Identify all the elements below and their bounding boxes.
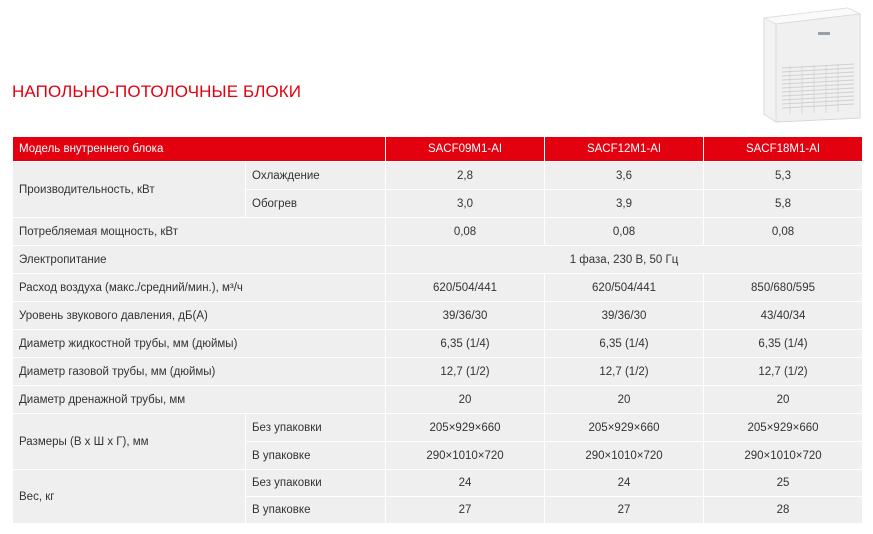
cell: 3,0 — [386, 190, 545, 218]
cell: 12,7 (1/2) — [545, 358, 704, 386]
cell: 43/40/34 — [704, 302, 863, 330]
cell: 3,9 — [545, 190, 704, 218]
cell: 290×1010×720 — [545, 442, 704, 470]
cell: 0,08 — [704, 218, 863, 246]
ceiling-floor-unit-image — [756, 6, 866, 124]
sub-label: Обогрев — [246, 190, 386, 218]
cell: 12,7 (1/2) — [704, 358, 863, 386]
cell: 28 — [704, 497, 863, 524]
row-label: Размеры (В х Ш х Г), мм — [13, 414, 246, 470]
cell: 5,8 — [704, 190, 863, 218]
row-label: Диаметр газовой трубы, мм (дюймы) — [13, 358, 386, 386]
cell: 24 — [386, 470, 545, 497]
table-row — [13, 274, 863, 302]
cell: 2,8 — [386, 162, 545, 190]
cell: 850/680/595 — [704, 274, 863, 302]
row-label: Уровень звукового давления, дБ(А) — [13, 302, 386, 330]
table-row — [13, 302, 863, 330]
row-label: Расход воздуха (макс./средний/мин.), м³/ч — [13, 274, 386, 302]
sub-label: Без упаковки — [246, 414, 386, 442]
cell: 205×929×660 — [386, 414, 545, 442]
sub-label: Без упаковки — [246, 470, 386, 497]
cell: 20 — [545, 386, 704, 414]
cell: 5,3 — [704, 162, 863, 190]
cell: 205×929×660 — [704, 414, 863, 442]
cell: 6,35 (1/4) — [704, 330, 863, 358]
header-label: Модель внутреннего блока — [13, 137, 386, 162]
cell: 27 — [545, 497, 704, 524]
cell: 24 — [545, 470, 704, 497]
model-2: SACF12M1-AI — [545, 137, 704, 162]
model-1: SACF09M1-AI — [386, 137, 545, 162]
cell: 12,7 (1/2) — [386, 358, 545, 386]
row-label: Потребляемая мощность, кВт — [13, 218, 386, 246]
cell: 0,08 — [545, 218, 704, 246]
spec-table — [12, 136, 863, 524]
model-3: SACF18M1-AI — [704, 137, 863, 162]
sub-label: В упаковке — [246, 497, 386, 524]
cell: 6,35 (1/4) — [545, 330, 704, 358]
row-label: Производительность, кВт — [13, 162, 246, 218]
cell: 39/36/30 — [386, 302, 545, 330]
cell: 290×1010×720 — [386, 442, 545, 470]
cell: 20 — [386, 386, 545, 414]
cell: 20 — [704, 386, 863, 414]
sub-label: В упаковке — [246, 442, 386, 470]
table-header-row — [13, 137, 863, 162]
row-label: Диаметр жидкостной трубы, мм (дюймы) — [13, 330, 386, 358]
row-label: Диаметр дренажной трубы, мм — [13, 386, 386, 414]
row-label: Электропитание — [13, 246, 386, 274]
cell: 39/36/30 — [545, 302, 704, 330]
table-row — [13, 470, 863, 497]
cell: 620/504/441 — [545, 274, 704, 302]
cell: 205×929×660 — [545, 414, 704, 442]
table-row — [13, 162, 863, 190]
table-row — [13, 330, 863, 358]
cell: 6,35 (1/4) — [386, 330, 545, 358]
cell: 290×1010×720 — [704, 442, 863, 470]
cell: 27 — [386, 497, 545, 524]
cell: 1 фаза, 230 В, 50 Гц — [386, 246, 863, 274]
row-label: Вес, кг — [13, 470, 246, 524]
cell: 620/504/441 — [386, 274, 545, 302]
cell: 0,08 — [386, 218, 545, 246]
table-row — [13, 218, 863, 246]
table-row — [13, 414, 863, 442]
table-row — [13, 246, 863, 274]
cell: 25 — [704, 470, 863, 497]
table-row — [13, 386, 863, 414]
page-title: НАПОЛЬНО-ПОТОЛОЧНЫЕ БЛОКИ — [12, 82, 302, 101]
cell: 3,6 — [545, 162, 704, 190]
table-row — [13, 358, 863, 386]
sub-label: Охлаждение — [246, 162, 386, 190]
